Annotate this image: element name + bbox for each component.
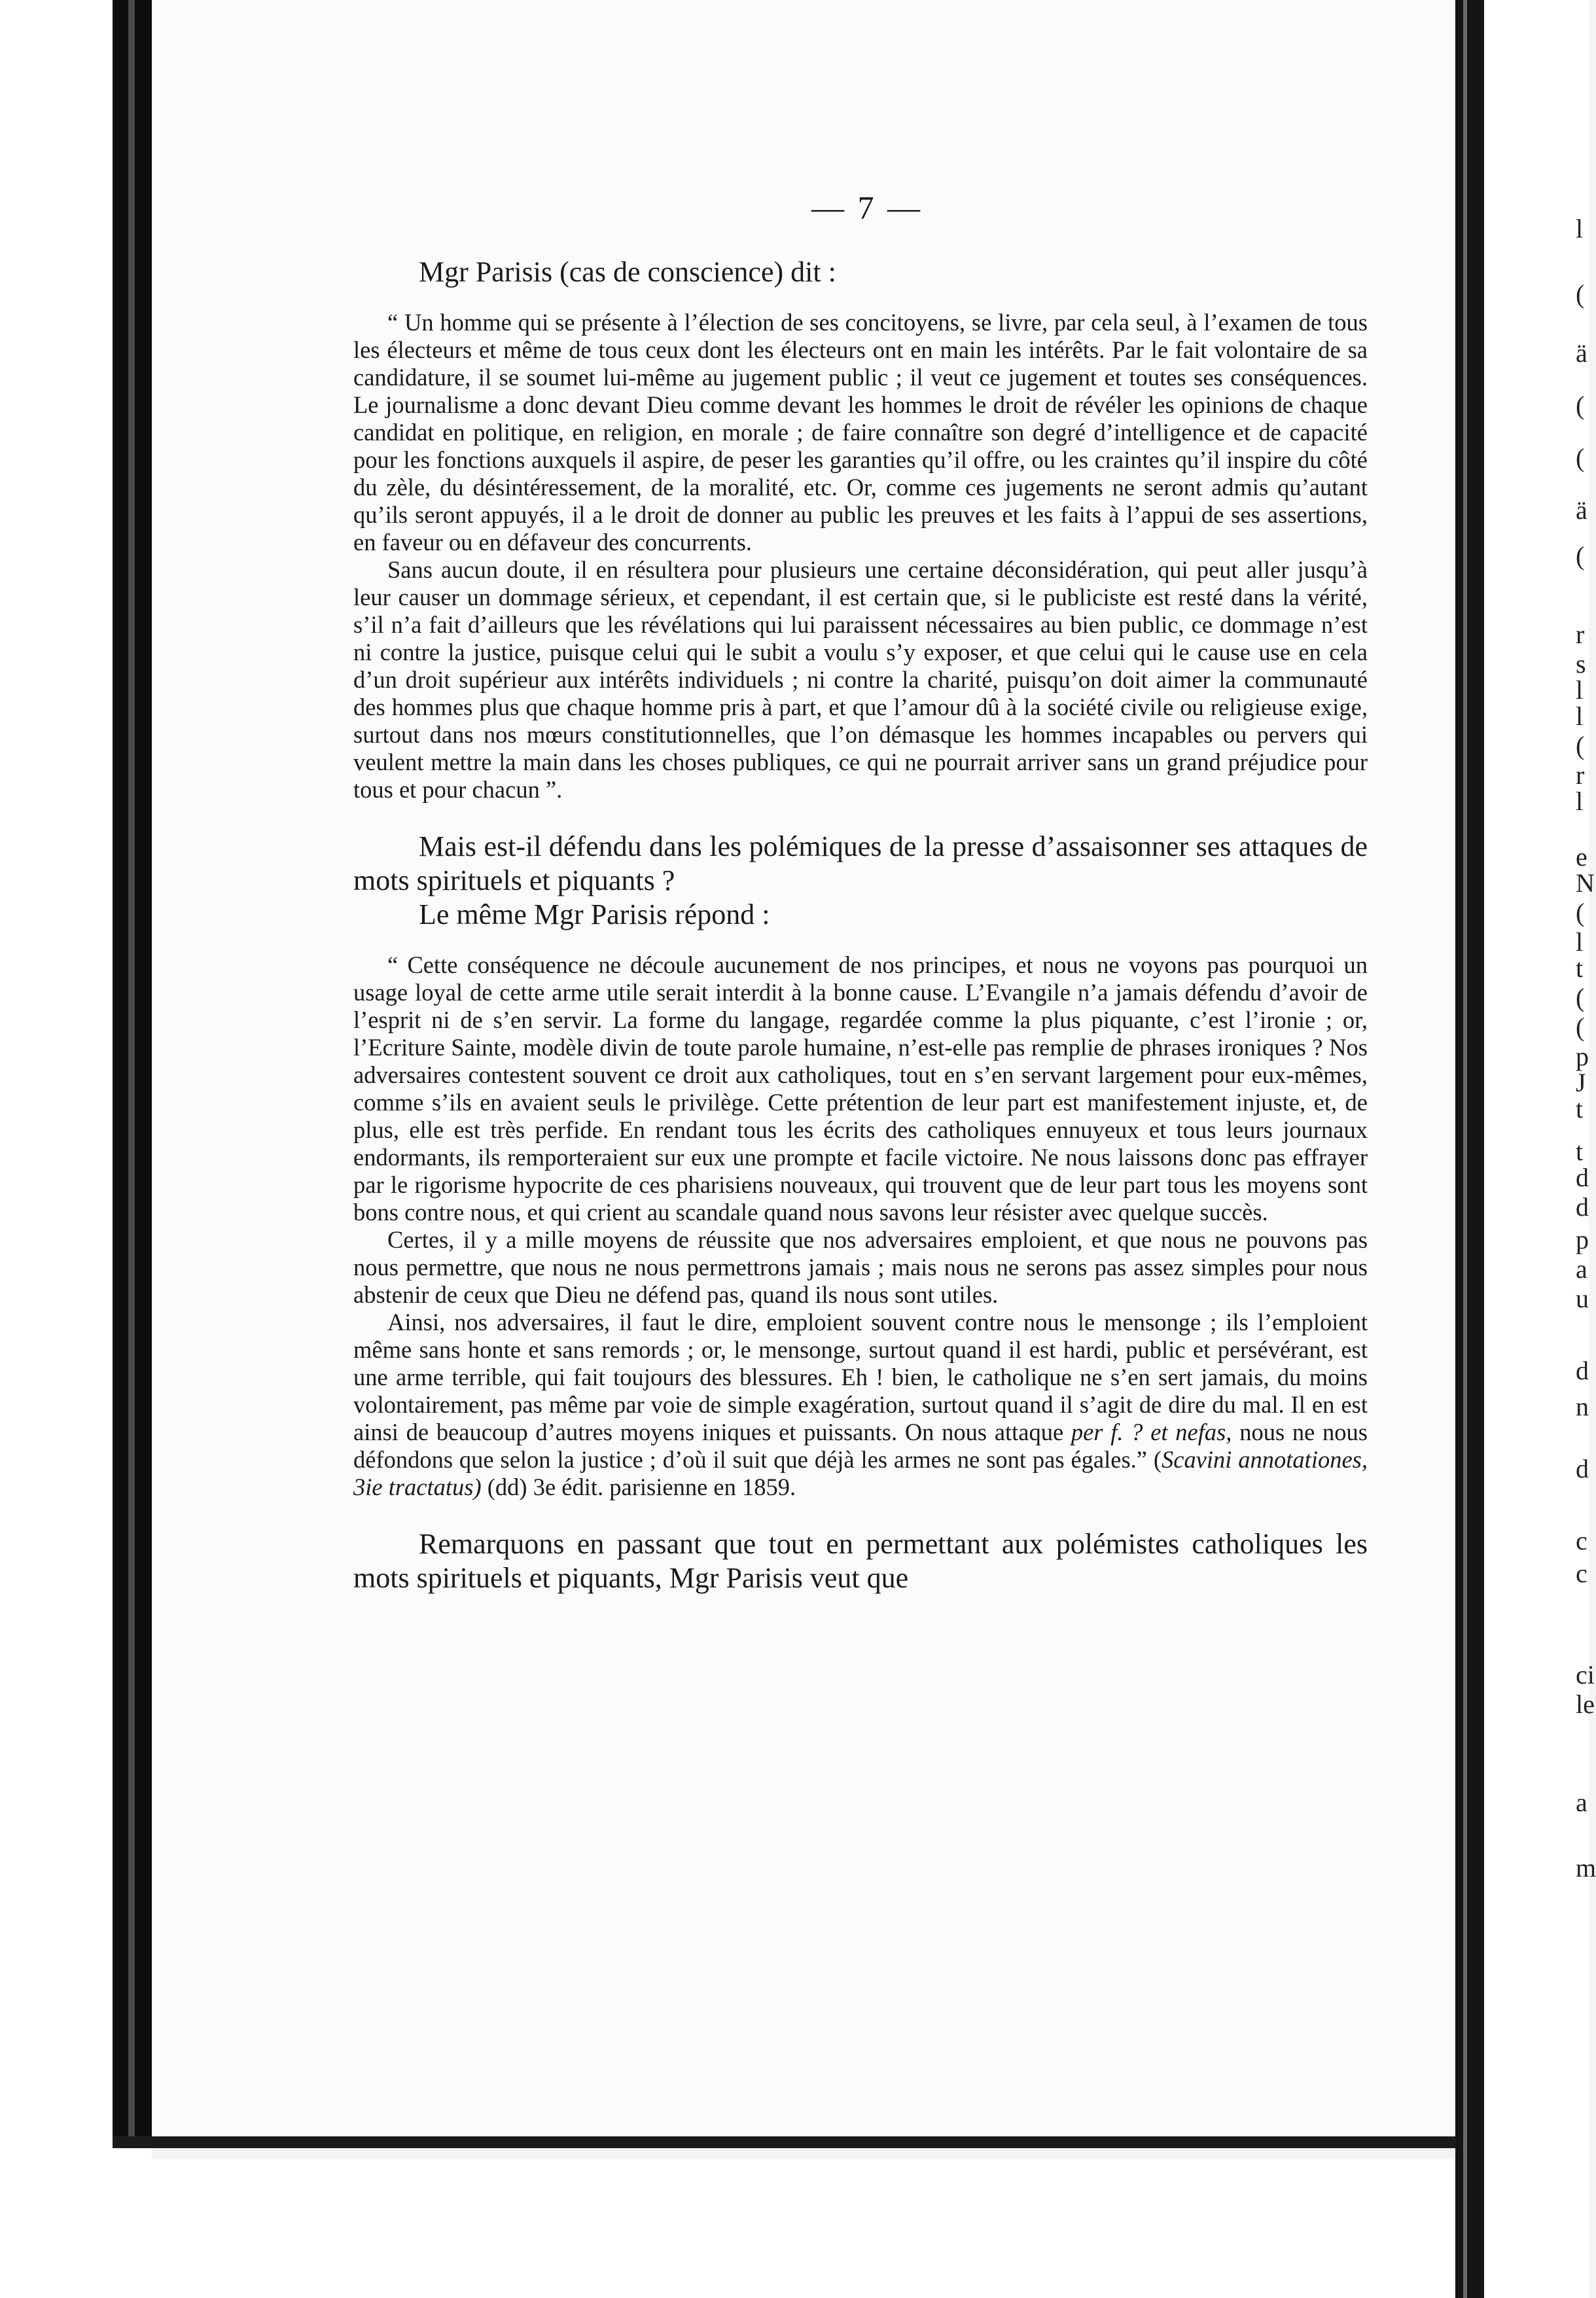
margin-fragment: r [1576, 620, 1585, 649]
margin-fragment: n [1576, 1392, 1589, 1421]
margin-fragment: p [1576, 1042, 1589, 1071]
margin-fragment: c [1576, 1526, 1587, 1555]
margin-fragment: ä [1576, 495, 1587, 525]
page-body [353, 190, 1368, 1595]
quote-paragraph: Certes, il y a mille moyens de réussite que nos adversaires emploient, et que nous ne pouvons pas nous permettre, que nous ne nous permettrons jamais ; mais nous ne serons pas assez simples pour nous abstenir de ceux que Dieu ne défend pas, quand ils nous sont utiles. [353, 1226, 1368, 1308]
margin-fragment: ä [1576, 338, 1587, 368]
margin-fragment: l [1576, 675, 1584, 705]
citation-source: Scavini annotationes, 3ie tractatus) [353, 1446, 1368, 1500]
citation-edition: (dd) 3e édit. parisienne en 1859. [481, 1474, 796, 1500]
margin-fragment: c [1576, 1559, 1587, 1588]
margin-fragment: l [1576, 787, 1584, 816]
margin-fragment: t [1576, 1137, 1584, 1166]
margin-fragment: t [1576, 1094, 1584, 1123]
reply-intro: Le même Mgr Parisis répond : [419, 898, 770, 930]
margin-fragment: s [1576, 649, 1586, 679]
margin-fragment: l [1576, 927, 1584, 957]
quote-text: Ainsi, nos adversaires, il faut le dire, emploient souvent contre nous le mensonge ; ils l’emploient même sans honte et sans remords ; or, le mensonge, surtout quand il est hardi, public et persévérant, est une arme terrible, qui fait toujours des blessures. Eh ! bien, le catholique ne s’en sert jamais, du moins volontairement, pas même par voie de simple exagération, surtout quand il s’agit de dire du mal. Il en est ainsi de beaucoup d’autres moyens iniques et puissants. On nous attaque [353, 1309, 1368, 1445]
page-number: — 7 — [811, 189, 923, 226]
page-gutter [1463, 0, 1467, 2298]
margin-fragment: ( [1576, 279, 1585, 309]
question-paragraph: Mais est-il défendu dans les polémiques de la presse d’assaisonner ses attaques de mots spirituels et piquants ? [353, 830, 1368, 896]
margin-fragment: a [1576, 1788, 1587, 1817]
margin-fragment: d [1576, 1356, 1589, 1385]
margin-fragment: ( [1576, 391, 1585, 420]
adjacent-page-fragment [1484, 0, 1596, 2298]
margin-fragment: p [1576, 1225, 1589, 1254]
latin-phrase: per f. ? et nefas, [1071, 1419, 1232, 1445]
margin-fragment: d [1576, 1192, 1589, 1222]
margin-fragment: ( [1576, 541, 1585, 571]
margin-fragment: m [1576, 1853, 1596, 1883]
scan-bottom-margin [0, 2159, 1589, 2298]
quote-text: nous ne nous défondons que selon la justice ; d’où il suit que déjà les armes ne sont pas égales.” ( [353, 1419, 1368, 1473]
margin-fragment: ( [1576, 983, 1585, 1012]
margin-fragment: N [1576, 868, 1595, 898]
margin-fragment: d [1576, 1163, 1589, 1192]
quote-paragraph: “ Cette conséquence ne découle aucunement de nos principes, et nous ne voyons pas pourquoi un usage loyal de cette arme utile serait interdit à la bonne cause. L’Evangile n’a jamais défendu d’avoir de l’esprit ni de s’en servir. La forme du langage, regardée comme la plus piquante, c’est l’ironie ; or, l’Ecriture Sainte, modèle divin de toute parole humaine, n’est-elle pas remplie de phrases ironiques ? Nos adversaires contestent souvent ce droit aux catholiques, tout en s’en servant largement pour eux-mêmes, comme s’ils en avaient seuls le privilège. Cette prétention de leur part est manifestement injuste, et, de plus, elle est très perfide. En rendant tous les écrits des catholiques ennuyeux et tous leurs journaux endormants, ils remporteraient sur eux une prompte et facile victoire. Ne nous laissons donc pas effrayer par le rigorisme hypocrite de ces pharisiens nouveaux, qui trouvent que de leur part tous les moyens sont bons contre nous, et qui crient au scandale quand nous savons leur résister avec quelque succès. [353, 951, 1368, 1226]
closing-paragraph: Remarquons en passant que tout en permettant aux polémistes catholiques les mots spirituels et piquants, Mgr Parisis veut que [353, 1528, 1368, 1594]
margin-fragment: ci [1576, 1660, 1595, 1689]
margin-fragment: l [1576, 701, 1584, 731]
margin-fragment: ( [1576, 443, 1585, 472]
margin-fragment: e [1576, 842, 1587, 872]
margin-fragment: r [1576, 760, 1585, 790]
page-right-edge [1455, 0, 1484, 2298]
section-heading: Mgr Parisis (cas de conscience) dit : [419, 256, 836, 288]
quote-paragraph: “ Un homme qui se présente à l’élection de ses concitoyens, se livre, par cela seul, à l’examen de tous les électeurs et même de tous ceux dont les électeurs ont en main les intérêts. Par le fait volontaire de sa candidature, il se soumet lui-même au jugement public ; il veut ce jugement et toutes ses conséquences. Le journalisme a donc devant Dieu comme devant les hommes le droit de révéler les opinions de chaque candidat en politique, en religion, en morale ; de faire connaître son degré d’intelligence et de capacité pour les fonctions auxquels il aspire, de peser les garanties qu’il offre, ou les craintes qu’il inspire du côté du zèle, du désintéressement, de la moralité, etc. Or, comme ces jugements ne seront admis qu’autant qu’ils seront appuyés, il a le droit de donner au public les preuves et les faits à l’appui de ses assertions, en faveur ou en défaveur des concurrents. [353, 309, 1368, 556]
margin-fragment: ( [1576, 1012, 1585, 1042]
margin-fragment: d [1576, 1454, 1589, 1483]
book-binding-shadow [128, 0, 135, 2146]
margin-fragment: J [1576, 1068, 1586, 1097]
margin-fragment: le [1576, 1689, 1595, 1719]
margin-fragment: a [1576, 1254, 1587, 1284]
margin-fragment: u [1576, 1284, 1589, 1313]
margin-fragment: ( [1576, 898, 1585, 927]
quote-paragraph: Sans aucun doute, il en résultera pour plusieurs une certaine déconsidération, qui peut aller jusqu’à leur causer un dommage sérieux, et cependant, il est certain que, si le publiciste est resté dans la vérité, s’il n’a fait d’ailleurs que les révélations qui lui paraissent nécessaires au bien public, ce dommage n’est ni contre la justice, puisque celui qui le subit a voulu s’y exposer, et que celui qui le cause use en cela d’un droit supérieur aux intérêts individuels ; ni contre la charité, puisqu’on doit aimer la communauté des hommes plus que chaque homme pris à part, et que l’amour dû à la société civile ou religieuse exige, surtout dans nos mœurs constitutionnelles, que l’on démasque les hommes incapables ou pervers qui veulent mettre la main dans les choses publiques, ce qui ne pourrait arriver sans un grand préjudice pour tous et pour chacun ”. [353, 556, 1368, 803]
margin-fragment: ( [1576, 731, 1585, 760]
quote-paragraph [353, 1309, 1368, 1501]
margin-fragment: t [1576, 953, 1584, 983]
margin-fragment: l [1576, 214, 1584, 243]
page-bottom-edge [113, 2136, 1457, 2148]
